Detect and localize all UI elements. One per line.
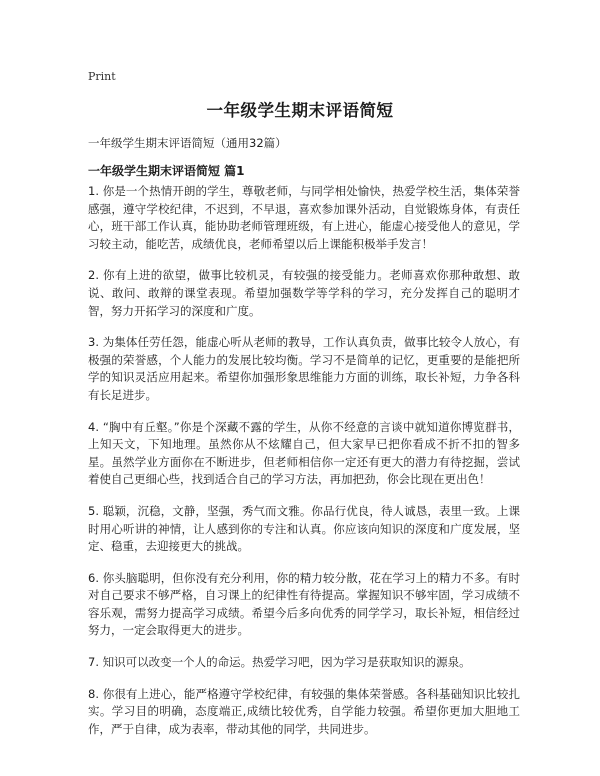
section-heading: 一年级学生期末评语简短 篇1 [88, 164, 245, 178]
print-link[interactable]: Print [88, 70, 116, 83]
paragraph-3: 3. 为集体任劳任怨，能虚心听从老师的教导，工作认真负责，做事比较令人放心，有极强的荣誉感，个人能力的发展比较均衡。学习不是简单的记忆，更重要的是能把所学的知识灵活应用起来。希望你加强形象思维能力方面的训练，取长补短，力争各科有长足进步。 [88, 335, 520, 402]
document-title: 一年级学生期末评语简短 [206, 101, 394, 120]
paragraph-6: 6. 你头脑聪明，但你没有充分利用，你的精力较分散，花在学习上的精力不多。有时对自己要求不够严格，自习课上的纪律性有待提高。掌握知识不够牢固，学习成绩不容乐观，需努力提高学习成绩。希望今后多向优秀的同学学习，取长补短，相信经过努力，一定会取得更大的进步。 [88, 570, 520, 638]
document-subtitle: 一年级学生期末评语简短（通用32篇） [88, 136, 287, 150]
paragraph-1: 1. 你是一个热情开朗的学生，尊敬老师，与同学相处愉快，热爱学校生活，集体荣誉感强，遵守学校纪律，不迟到，不早退，喜欢参加课外活动，自觉锻炼身体，有责任心，班干部工作认真，能协助老师管理班级，有上进心，能虚心接受他人的意见，学习较主动，能吃苦，成绩优良，老师希望以后上课能积极举手发言！ [88, 184, 520, 251]
article-body [88, 183, 520, 752]
paragraph-8: 8. 你很有上进心，能严格遵守学校纪律，有较强的集体荣誉感。各科基础知识比较扎实。学习目的明确，态度端正,成绩比较优秀，自学能力较强。希望你更加大胆地工作，严于自律，成为表率，带动其他的同学，共同进步。 [88, 686, 520, 736]
paragraph-2: 2. 你有上进的欲望，做事比较机灵，有较强的接受能力。老师喜欢你那种敢想、敢说、敢问、敢辩的课堂表现。希望加强数学等学科的学习，充分发挥自己的聪明才智，努力开拓学习的深度和广度。 [88, 268, 520, 318]
paragraph-5: 5. 聪颖，沉稳，文静，坚强，秀气而文雅。你品行优良，待人诚恳，表里一致。上课时用心听讲的神情，让人感到你的专注和认真。你应该向知识的深度和广度发展，坚定、稳重，去迎接更大的挑战。 [88, 503, 520, 554]
paragraph-7: 7. 知识可以改变一个人的命运。热爱学习吧，因为学习是获取知识的源泉。 [88, 655, 471, 670]
paragraph-4: 4. “胸中有丘壑。”你是个深藏不露的学生，从你不经意的言谈中就知道你博览群书，上知天文，下知地理。虽然你从不炫耀自己，但大家早已把你看成不折不扣的智多星。虽然学业方面你在不断进步，但老师相信你一定还有更大的潜力有待挖掘，尝试着使自己更细心些，找到适合自己的学习方法，再加把劲，你会比现在更出色！ [88, 419, 520, 487]
